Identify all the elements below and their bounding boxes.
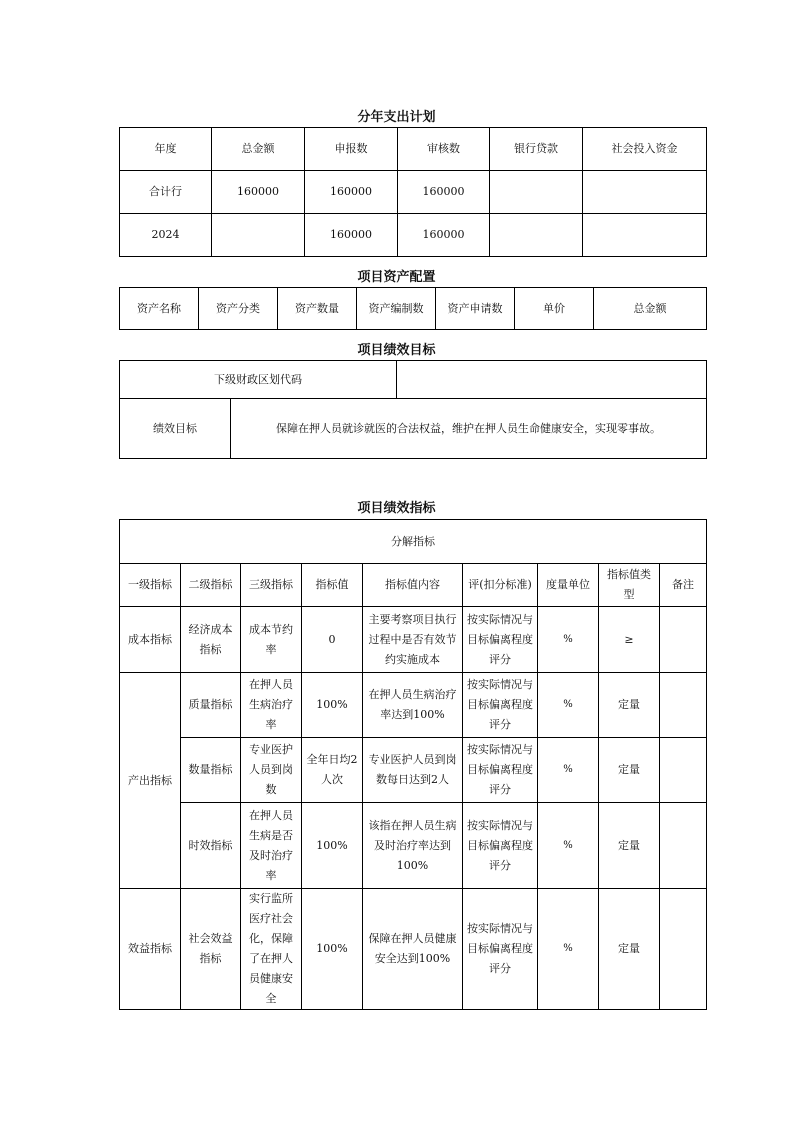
note-cell: [660, 889, 707, 1010]
header-cell: 单价: [515, 288, 594, 330]
header-cell: 资产名称: [120, 288, 199, 330]
indicators-table: [119, 519, 707, 1010]
type-cell: 定量: [599, 889, 660, 1010]
table-row: [120, 673, 707, 738]
header-cell: 评(扣分标准): [463, 564, 538, 607]
region-code-value: [397, 361, 707, 399]
level2-cell: 社会效益指标: [181, 889, 241, 1010]
table-header-row: [120, 564, 707, 607]
type-cell: 定量: [599, 738, 660, 803]
level3-cell: 实行监所医疗社会化，保障了在押人员健康安全: [241, 889, 302, 1010]
value-cell: 100%: [302, 889, 363, 1010]
level3-cell: 在押人员生病治疗率: [241, 673, 302, 738]
table-cell: 合计行: [120, 171, 212, 214]
header-cell: 年度: [120, 128, 212, 171]
target-text: 保障在押人员就诊就医的合法权益，维护在押人员生命健康安全，实现零事故。: [231, 399, 707, 459]
note-cell: [660, 607, 707, 673]
header-cell: 资产数量: [278, 288, 357, 330]
assets-table: [119, 287, 707, 330]
scoring-cell: 按实际情况与目标偏离程度评分: [463, 738, 538, 803]
table-cell: [583, 214, 707, 257]
table-row: [120, 361, 707, 399]
unit-cell: %: [538, 889, 599, 1010]
header-cell: 备注: [660, 564, 707, 607]
table-cell: [212, 214, 305, 257]
unit-cell: %: [538, 607, 599, 673]
level1-cell: 效益指标: [120, 889, 181, 1010]
level2-cell: 质量指标: [181, 673, 241, 738]
unit-cell: %: [538, 673, 599, 738]
table-cell: 160000: [398, 171, 490, 214]
header-cell: 申报数: [305, 128, 398, 171]
content-cell: 保障在押人员健康安全达到100%: [363, 889, 463, 1010]
table-cell: 160000: [212, 171, 305, 214]
goals-title: 项目绩效目标: [357, 343, 436, 358]
level3-cell: 在押人员生病是否及时治疗率: [241, 803, 302, 889]
level3-cell: 成本节约率: [241, 607, 302, 673]
scoring-cell: 按实际情况与目标偏离程度评分: [463, 673, 538, 738]
target-label: 绩效目标: [120, 399, 231, 459]
value-cell: 100%: [302, 673, 363, 738]
value-cell: 0: [302, 607, 363, 673]
level1-cell: 产出指标: [120, 673, 181, 889]
goals-table: [119, 360, 707, 459]
header-cell: 指标值: [302, 564, 363, 607]
type-cell: 定量: [599, 803, 660, 889]
header-cell: 资产编制数: [357, 288, 436, 330]
header-cell: 一级指标: [120, 564, 181, 607]
scoring-cell: 按实际情况与目标偏离程度评分: [463, 889, 538, 1010]
table-header-row: [120, 520, 707, 564]
header-cell: 资产分类: [199, 288, 278, 330]
content-cell: 在押人员生病治疗率达到100%: [363, 673, 463, 738]
header-cell: 总金额: [212, 128, 305, 171]
value-cell: 全年日均2人次: [302, 738, 363, 803]
region-code-label: 下级财政区划代码: [120, 361, 397, 399]
unit-cell: %: [538, 738, 599, 803]
table-cell: 160000: [398, 214, 490, 257]
table-row: [120, 399, 707, 459]
group-header: 分解指标: [120, 520, 707, 564]
level2-cell: 数量指标: [181, 738, 241, 803]
scoring-cell: 按实际情况与目标偏离程度评分: [463, 607, 538, 673]
header-cell: 指标值内容: [363, 564, 463, 607]
table-cell: [583, 171, 707, 214]
table-row: [120, 607, 707, 673]
value-cell: 100%: [302, 803, 363, 889]
table-cell: [490, 214, 583, 257]
level1-cell: 成本指标: [120, 607, 181, 673]
type-cell: 定量: [599, 673, 660, 738]
header-cell: 二级指标: [181, 564, 241, 607]
indicators-title: 项目绩效指标: [357, 501, 436, 516]
level3-cell: 专业医护人员到岗数: [241, 738, 302, 803]
header-cell: 审核数: [398, 128, 490, 171]
expense-plan-title: 分年支出计划: [357, 110, 436, 125]
header-cell: 资产申请数: [436, 288, 515, 330]
table-row: [120, 214, 707, 257]
note-cell: [660, 803, 707, 889]
note-cell: [660, 673, 707, 738]
level2-cell: 经济成本指标: [181, 607, 241, 673]
table-row: [120, 889, 707, 1010]
table-header-row: [120, 128, 707, 171]
header-cell: 指标值类型: [599, 564, 660, 607]
table-cell: [490, 171, 583, 214]
header-cell: 三级指标: [241, 564, 302, 607]
table-cell: 160000: [305, 171, 398, 214]
table-row: [120, 803, 707, 889]
header-cell: 总金额: [594, 288, 707, 330]
type-cell: ≥: [599, 607, 660, 673]
table-header-row: [120, 288, 707, 330]
table-cell: 2024: [120, 214, 212, 257]
content-cell: 该指在押人员生病及时治疗率达到100%: [363, 803, 463, 889]
note-cell: [660, 738, 707, 803]
assets-title: 项目资产配置: [357, 270, 436, 285]
header-cell: 社会投入资金: [583, 128, 707, 171]
content-cell: 主要考察项目执行过程中是否有效节约实施成本: [363, 607, 463, 673]
table-row: [120, 738, 707, 803]
header-cell: 度量单位: [538, 564, 599, 607]
expense-plan-table: [119, 127, 707, 257]
table-row: [120, 171, 707, 214]
scoring-cell: 按实际情况与目标偏离程度评分: [463, 803, 538, 889]
level2-cell: 时效指标: [181, 803, 241, 889]
header-cell: 银行贷款: [490, 128, 583, 171]
table-cell: 160000: [305, 214, 398, 257]
content-cell: 专业医护人员到岗数每日达到2人: [363, 738, 463, 803]
unit-cell: %: [538, 803, 599, 889]
